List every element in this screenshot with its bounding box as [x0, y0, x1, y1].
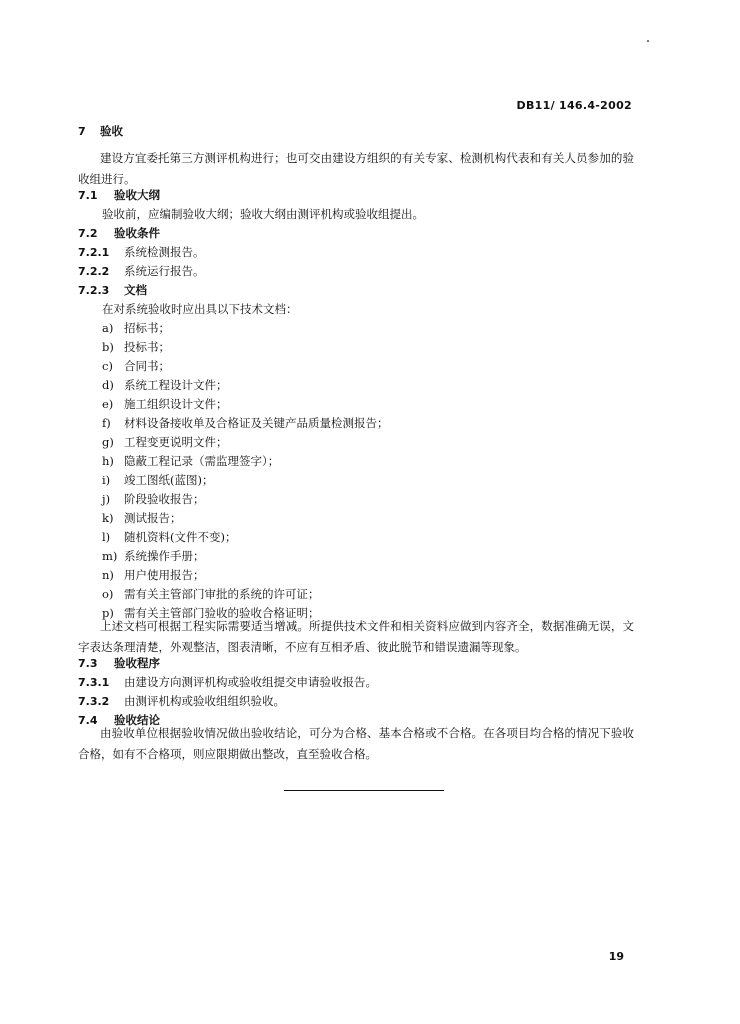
list-item-label: l) [102, 530, 111, 544]
section-number: 7.4 [78, 714, 98, 727]
list-item-label: f) [102, 416, 111, 430]
section-7-1-text: 验收前，应编制验收大纲；验收大纲由测评机构或验收组提出。 [102, 207, 424, 221]
section-text: 系统检测报告。 [124, 245, 205, 259]
standard-number: DB11/ 146.4-2002 [516, 99, 632, 112]
section-title: 验收程序 [114, 656, 160, 670]
list-item [102, 321, 170, 336]
list-item-text: 合同书； [124, 359, 170, 373]
list-item [102, 549, 205, 564]
section-7-1-heading [78, 188, 160, 203]
section-number: 7.2.3 [78, 284, 110, 297]
scan-speck [647, 40, 649, 42]
list-item [102, 530, 236, 545]
section-7-4-text: 由验收单位根据验收情况做出验收结论，可分为合格、基本合格或不合格。在各项目均合格的情况下验收合格，如有不合格项，则应限期做出整改，直至验收合格。 [78, 726, 634, 761]
section-7-3-2 [78, 694, 285, 709]
list-item-label: b) [102, 340, 114, 354]
list-item [102, 473, 213, 488]
section-7-2-heading [78, 226, 160, 241]
list-item-text: 竣工图纸(蓝图)； [124, 473, 214, 487]
section-7-3-1 [78, 675, 377, 690]
list-item [102, 416, 389, 431]
list-item [102, 397, 228, 412]
section-number: 7.2.2 [78, 265, 110, 278]
list-item-label: c) [102, 359, 113, 373]
list-item-label: j) [102, 492, 111, 506]
list-item-label: g) [102, 435, 114, 449]
end-rule [284, 790, 444, 791]
list-item-label: n) [102, 568, 114, 582]
section-number: 7 [78, 125, 86, 138]
section-7-2-1 [78, 245, 205, 260]
list-item-label: i) [102, 473, 111, 487]
section-number: 7.2.1 [78, 246, 110, 259]
section-7-2-2 [78, 264, 205, 279]
section-number: 7.3 [78, 657, 98, 670]
list-item [102, 454, 279, 469]
list-item-label: o) [102, 587, 114, 601]
list-item-text: 隐蔽工程记录（需监理签字）； [124, 454, 280, 468]
section-number: 7.3.1 [78, 676, 110, 689]
list-item-label: m) [102, 549, 118, 563]
section-7-3-heading [78, 656, 160, 671]
section-text: 由测评机构或验收组组织验收。 [124, 694, 285, 708]
list-item [102, 492, 205, 507]
section-title: 文档 [124, 283, 147, 297]
section-title: 验收大纲 [114, 188, 160, 202]
section-text: 系统运行报告。 [124, 264, 205, 278]
section-number: 7.2 [78, 227, 98, 240]
list-item-text: 随机资料(文件不变)； [124, 530, 237, 544]
list-item [102, 340, 170, 355]
list-item-label: p) [102, 606, 114, 620]
list-item-label: k) [102, 511, 114, 525]
section-title: 验收 [100, 124, 123, 138]
list-item-text: 需有关主管部门审批的系统的许可证； [124, 587, 320, 601]
section-number: 7.1 [78, 189, 98, 202]
list-item [102, 378, 228, 393]
document-list-lead: 在对系统验收时应出具以下技术文档： [102, 302, 298, 316]
list-item-text: 系统工程设计文件； [124, 378, 228, 392]
list-item [102, 568, 205, 583]
list-item-text: 施工组织设计文件； [124, 397, 228, 411]
section-text: 由建设方向测评机构或验收组提交申请验收报告。 [124, 675, 377, 689]
section-number: 7.3.2 [78, 695, 110, 708]
list-item [102, 435, 228, 450]
list-item-label: e) [102, 397, 114, 411]
list-item-text: 阶段验收报告； [124, 492, 205, 506]
list-item [102, 587, 320, 602]
section-7-intro: 建设方宜委托第三方测评机构进行；也可交由建设方组织的有关专家、检测机构代表和有关人员参加的验收组进行。 [78, 151, 634, 186]
list-item-text: 投标书； [124, 340, 170, 354]
section-7-2-3-heading [78, 283, 147, 298]
list-item [102, 359, 170, 374]
list-item-text: 测试报告； [124, 511, 182, 525]
list-item-text: 工程变更说明文件； [124, 435, 228, 449]
list-item-text: 材料设备接收单及合格证及关键产品质量检测报告； [124, 416, 389, 430]
list-item-text: 需有关主管部门验收的验收合格证明； [124, 606, 320, 620]
list-item [102, 511, 182, 526]
list-item-text: 用户使用报告； [124, 568, 205, 582]
section-title: 验收条件 [114, 226, 160, 240]
section-title: 验收结论 [114, 713, 160, 727]
section-7-heading [78, 124, 123, 139]
list-item-label: a) [102, 321, 114, 335]
page-number: 19 [608, 950, 624, 963]
list-item-text: 系统操作手册； [124, 549, 205, 563]
list-item-label: d) [102, 378, 114, 392]
document-note: 上述文档可根据工程实际需要适当增减。所提供技术文件和相关资料应做到内容齐全，数据准确无误，文字表达条理清楚，外观整洁，图表清晰，不应有互相矛盾、彼此脱节和错误遗漏等现象。 [78, 619, 634, 654]
list-item-text: 招标书； [124, 321, 170, 335]
list-item-label: h) [102, 454, 114, 468]
